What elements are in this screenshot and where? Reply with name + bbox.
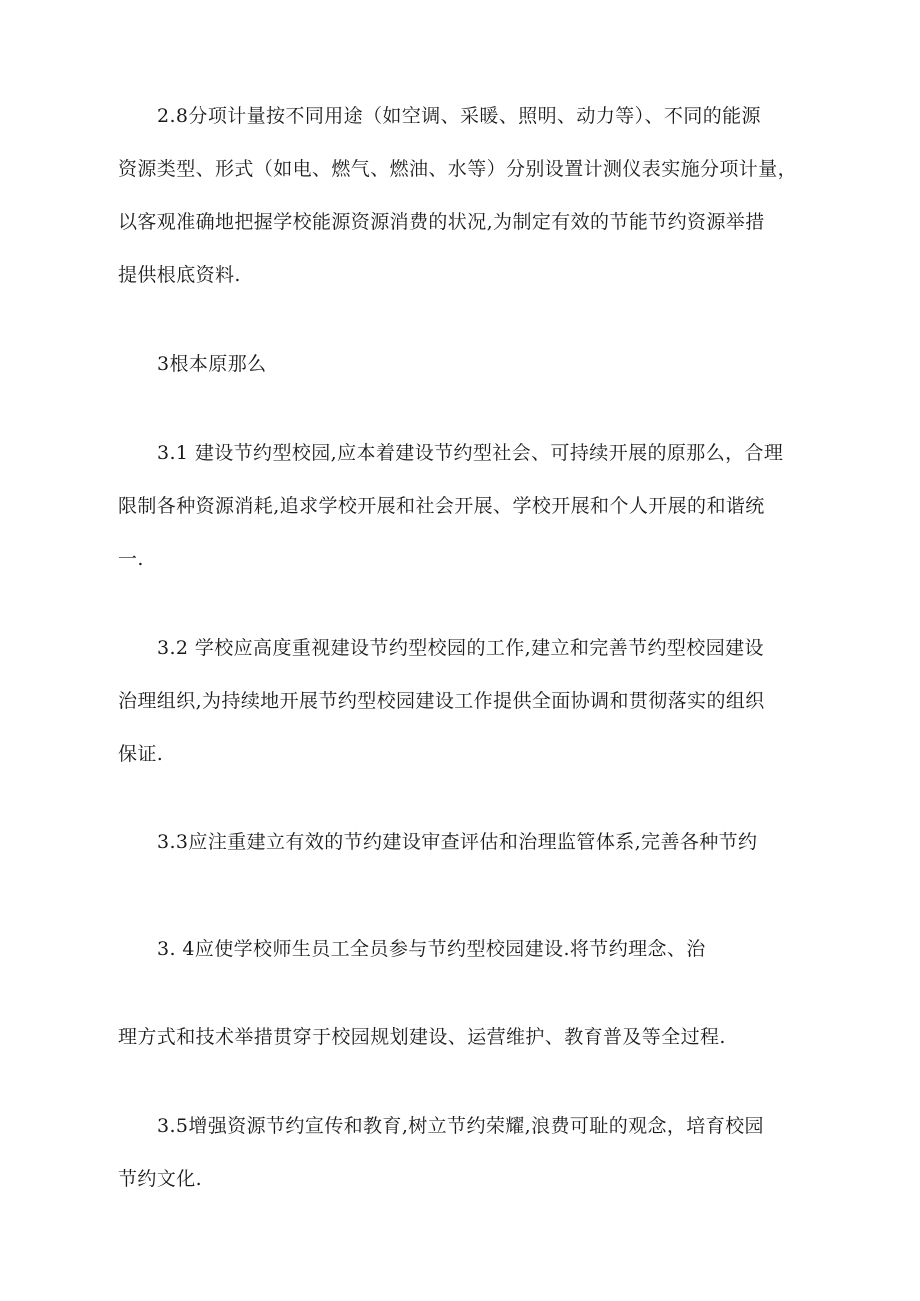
- text-line-2-8-4: 提供根底资料.: [118, 264, 241, 286]
- text-line-3-2-1: 3.2 学校应高度重视建设节约型校园的工作,建立和完善节约型校园建设: [157, 637, 764, 659]
- text-line-3-1-1: 3.1 建设节约型校园,应本着建设节约型社会、可持续开展的原那么，合理: [157, 442, 784, 464]
- text-line-3-2-3: 保证.: [118, 743, 164, 765]
- text-line-2-8-2: 资源类型、形式（如电、燃气、燃油、水等）分别设置计测仪表实施分项计量，: [118, 158, 798, 180]
- text-line-2-8-1: 2.8分项计量按不同用途（如空调、采暖、照明、动力等）、不同的能源: [157, 105, 761, 127]
- text-line-3-4-1: 3. 4应使学校师生员工全员参与节约型校园建设.将节约理念、治: [157, 938, 706, 960]
- section-heading: 3根本原那么: [157, 353, 267, 375]
- text-line-3-4-2: 理方式和技术举措贯穿于校园规划建设、运营维护、教育普及等全过程.: [118, 1026, 726, 1048]
- text-line-3-1-3: 一.: [118, 548, 144, 570]
- text-line-3-5-2: 节约文化.: [118, 1168, 203, 1190]
- text-line-3-1-2: 限制各种资源消耗,追求学校开展和社会开展、学校开展和个人开展的和谐统: [118, 495, 765, 517]
- text-line-3-5-1: 3.5增强资源节约宣传和教育,树立节约荣耀,浪费可耻的观念，培育校园: [157, 1115, 764, 1137]
- text-line-2-8-3: 以客观准确地把握学校能源资源消费的状况,为制定有效的节能节约资源举措: [118, 211, 765, 233]
- text-line-3-3-1: 3.3应注重建立有效的节约建设审查评估和治理监管体系,完善各种节约: [157, 831, 758, 853]
- text-line-3-2-2: 治理组织,为持续地开展节约型校园建设工作提供全面协调和贯彻落实的组织: [118, 690, 765, 712]
